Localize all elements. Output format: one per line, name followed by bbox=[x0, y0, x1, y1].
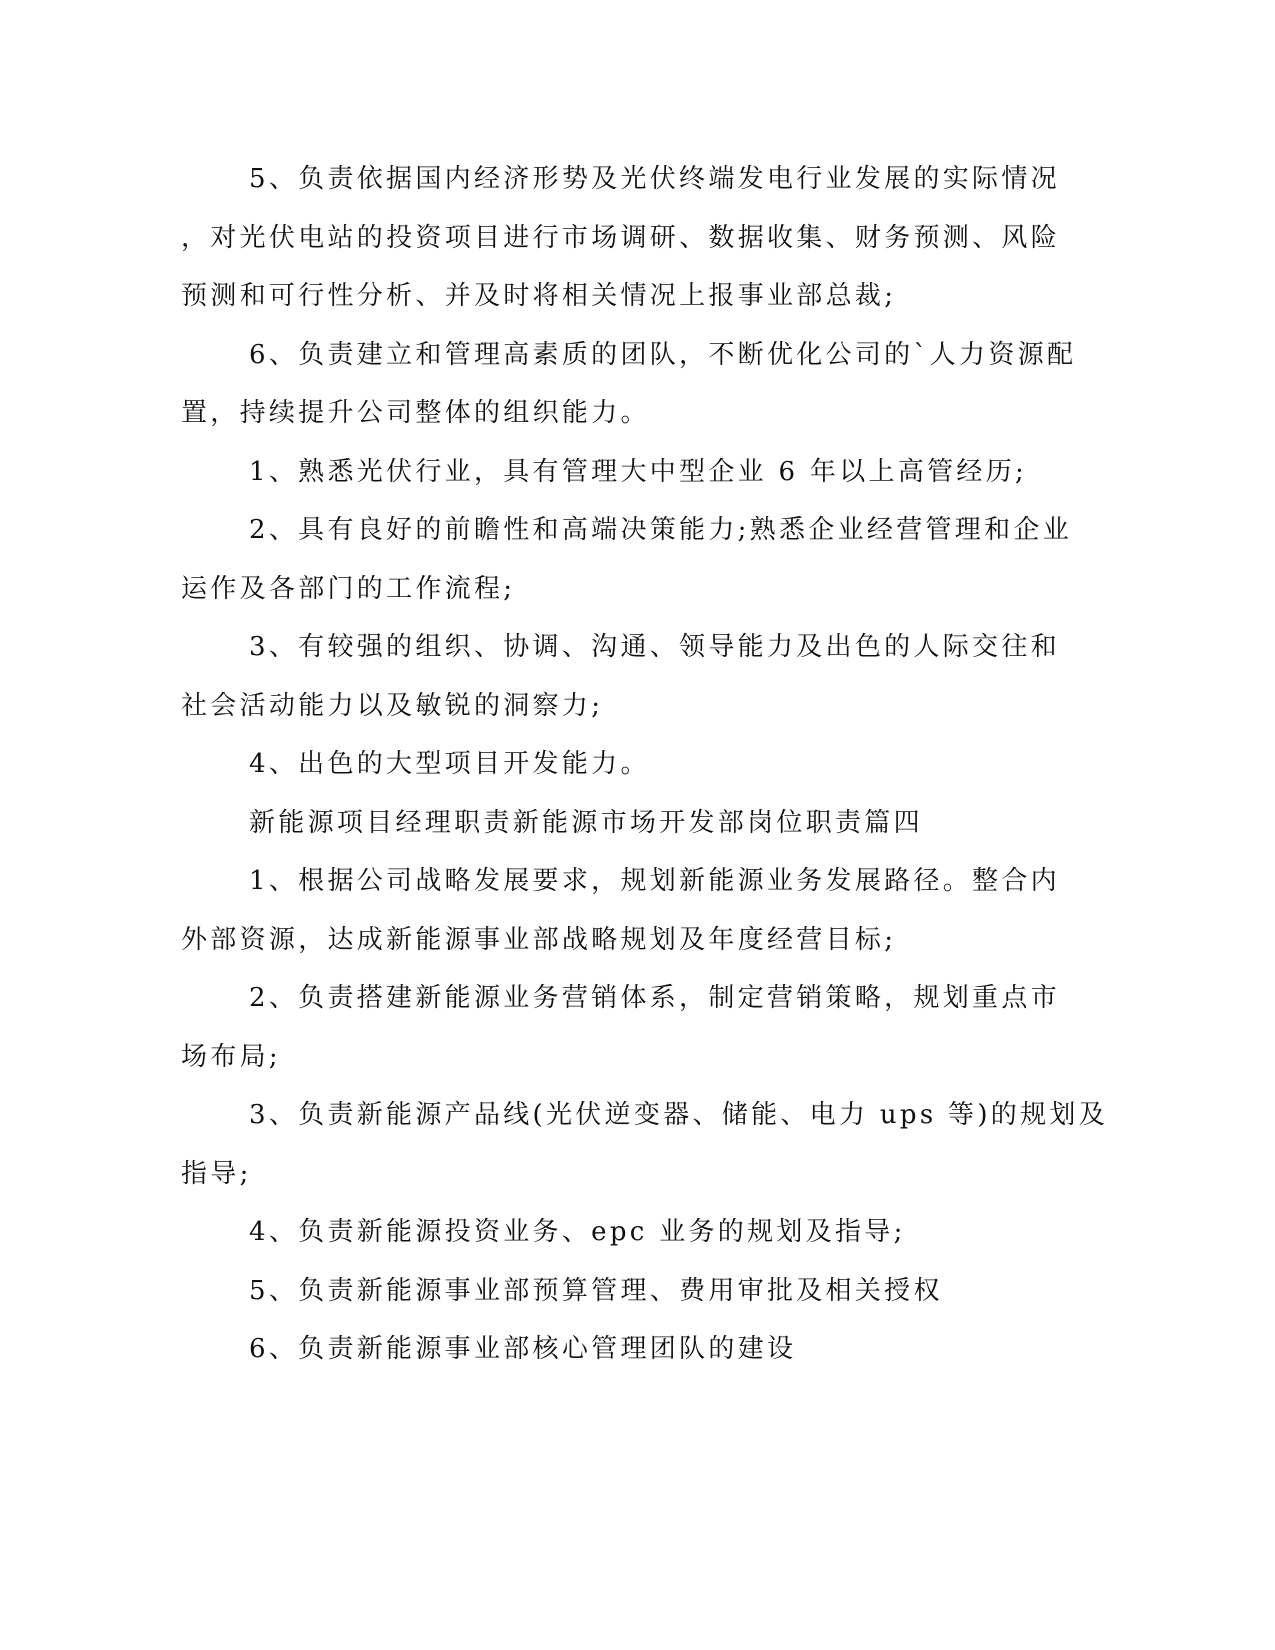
text-line: 运作及各部门的工作流程; bbox=[181, 573, 516, 604]
text-line: 6、负责新能源事业部核心管理团队的建设 bbox=[249, 1334, 797, 1364]
text-line: ，对光伏电站的投资项目进行市场调研、数据收集、财务预测、风险 bbox=[181, 222, 1061, 253]
text-line: 1、根据公司战略发展要求，规划新能源业务发展路径。整合内 bbox=[249, 866, 1060, 896]
text-line: 5、负责依据国内经济形势及光伏终端发电行业发展的实际情况 bbox=[249, 164, 1060, 194]
text-line: 3、有较强的组织、协调、沟通、领导能力及出色的人际交往和 bbox=[249, 632, 1060, 662]
text-line: 2、负责搭建新能源业务营销体系，制定营销策略，规划重点市 bbox=[249, 983, 1060, 1013]
text-line: 4、出色的大型项目开发能力。 bbox=[249, 749, 650, 779]
text-line: 外部资源，达成新能源事业部战略规划及年度经营目标; bbox=[181, 924, 897, 955]
text-line: 3、负责新能源产品线(光伏逆变器、储能、电力 ups 等)的规划及 bbox=[249, 1100, 1108, 1130]
text-line: 社会活动能力以及敏锐的洞察力; bbox=[181, 690, 604, 721]
text-line: 置，持续提升公司整体的组织能力。 bbox=[181, 398, 650, 428]
document-body bbox=[181, 150, 1108, 1379]
text-line: 场布局; bbox=[181, 1041, 281, 1072]
text-line: 2、具有良好的前瞻性和高端决策能力;熟悉企业经营管理和企业 bbox=[249, 515, 1073, 545]
section-heading: 新能源项目经理职责新能源市场开发部岗位职责篇四 bbox=[249, 807, 923, 838]
text-line: 预测和可行性分析、并及时将相关情况上报事业部总裁; bbox=[181, 281, 897, 311]
text-line: 4、负责新能源投资业务、epc 业务的规划及指导; bbox=[249, 1217, 906, 1247]
text-line: 指导; bbox=[181, 1158, 252, 1189]
text-line: 5、负责新能源事业部预算管理、费用审批及相关授权 bbox=[249, 1275, 943, 1306]
text-line: 1、熟悉光伏行业，具有管理大中型企业 6 年以上高管经历; bbox=[249, 456, 1028, 487]
text-line: 6、负责建立和管理高素质的团队，不断优化公司的`人力资源配 bbox=[249, 339, 1077, 370]
